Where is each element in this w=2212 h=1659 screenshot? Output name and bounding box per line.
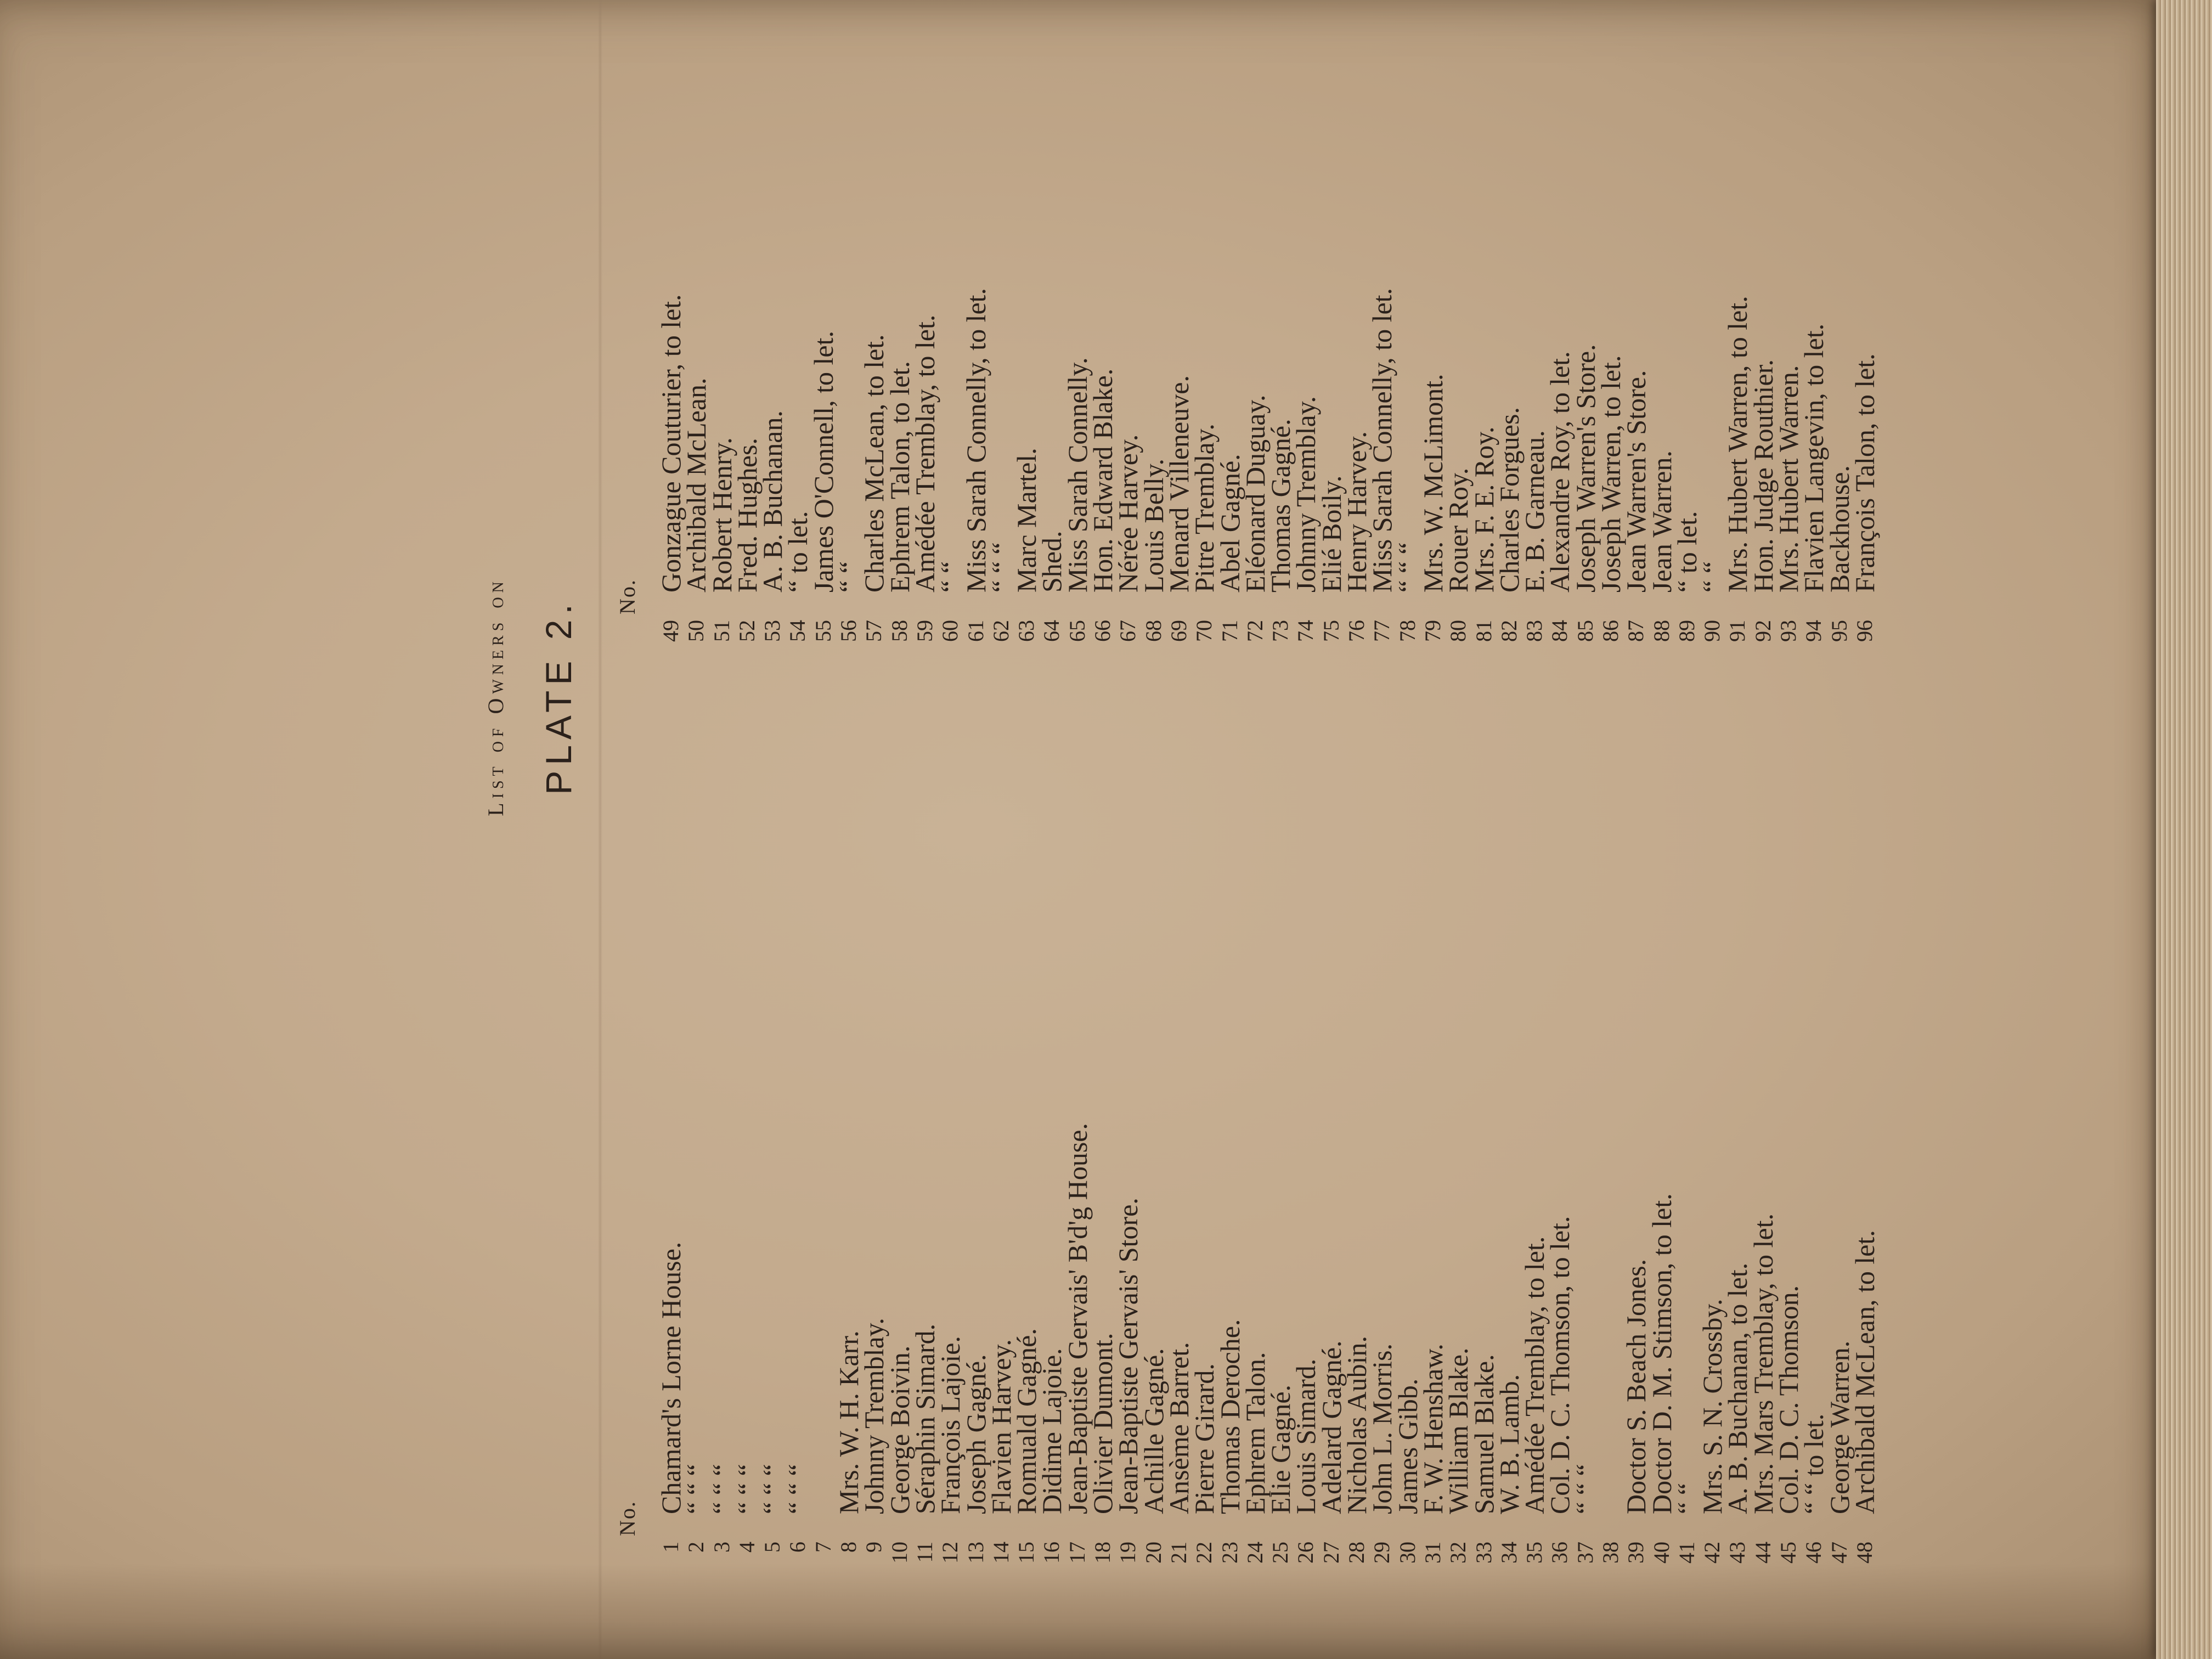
list-item xyxy=(909,0,940,680)
owner-name: “ “ “ xyxy=(985,542,1017,592)
owner-name: François Lajoie. xyxy=(935,1336,966,1514)
list-item xyxy=(935,779,966,1602)
owner-name: F. W. Henshaw. xyxy=(1417,1344,1448,1514)
lot-number: 64 xyxy=(1039,620,1064,642)
owner-name: Doctor S. Beach Jones. xyxy=(1621,1259,1652,1514)
owner-name: Adelard Gagné. xyxy=(1316,1340,1347,1514)
list-item xyxy=(1392,0,1423,680)
owner-name: Olivier Dumont. xyxy=(1087,1333,1119,1514)
list-item xyxy=(1011,779,1042,1602)
list-item xyxy=(811,779,836,1602)
list-item xyxy=(1598,779,1623,1602)
lot-number: 44 xyxy=(1750,1542,1775,1564)
list-item xyxy=(833,0,865,680)
lot-number: 70 xyxy=(1192,620,1217,642)
owner-name: Jean-Baptiste Gervais' Store. xyxy=(1113,1198,1144,1514)
owner-name: Hon. Judge Routhier. xyxy=(1747,359,1779,592)
owner-name: Johnny Tremblay. xyxy=(859,1318,890,1514)
owner-name: Fred. Hughes. xyxy=(731,438,763,592)
list-item xyxy=(985,0,1017,680)
owner-name: Mrs. Mars Tremblay, to let. xyxy=(1747,1213,1779,1514)
list-item xyxy=(1773,0,1804,680)
owner-name: Robert Henry. xyxy=(706,437,737,592)
lot-number: 53 xyxy=(760,620,785,642)
list-item xyxy=(1570,0,1601,680)
list-item xyxy=(909,779,940,1602)
lot-number: 40 xyxy=(1649,1542,1674,1564)
list-item xyxy=(1113,779,1144,1602)
list-item xyxy=(1290,0,1322,680)
list-item xyxy=(935,0,966,680)
owner-name: W. B. Lamb. xyxy=(1493,1374,1525,1514)
list-item xyxy=(1087,0,1119,680)
owner-name: “ “ “ xyxy=(731,1464,763,1514)
list-item xyxy=(1214,779,1245,1602)
list-item xyxy=(1671,0,1702,680)
owner-name: Ephrem Talon, to let. xyxy=(884,361,915,592)
lot-number: 28 xyxy=(1344,1542,1369,1564)
list-item xyxy=(960,0,991,680)
owner-name: Pitre Tremblay. xyxy=(1189,424,1220,592)
lot-number: 57 xyxy=(861,620,887,642)
owner-name: Backhouse. xyxy=(1824,465,1855,592)
printed-list xyxy=(318,0,1964,1659)
list-item xyxy=(1290,779,1322,1602)
owner-name: Archibald McLean. xyxy=(681,377,712,592)
list-item xyxy=(1189,0,1220,680)
lot-number: 60 xyxy=(938,620,963,642)
owner-name: “ “ “ xyxy=(1570,1464,1601,1514)
owner-name: James Gibb. xyxy=(1392,1378,1423,1514)
lot-number: 2 xyxy=(684,1542,709,1553)
list-item xyxy=(808,0,839,680)
owner-name: Samuel Blake. xyxy=(1468,1354,1499,1514)
lot-number: 63 xyxy=(1014,620,1039,642)
list-item xyxy=(1722,779,1753,1602)
lot-number: 45 xyxy=(1776,1542,1801,1564)
lot-number: 47 xyxy=(1826,1542,1852,1564)
lot-number: 21 xyxy=(1166,1542,1191,1564)
owner-name: Flavien Harvey. xyxy=(985,1339,1017,1514)
list-item xyxy=(757,779,788,1602)
list-item xyxy=(1519,0,1550,680)
lot-number: 80 xyxy=(1446,620,1471,642)
list-item xyxy=(1417,0,1448,680)
lot-number: 78 xyxy=(1395,620,1420,642)
lot-number: 76 xyxy=(1344,620,1369,642)
list-item xyxy=(1239,0,1271,680)
list-item xyxy=(1443,0,1474,680)
list-item xyxy=(1621,0,1652,680)
list-item xyxy=(1849,779,1880,1602)
list-item xyxy=(731,0,763,680)
lot-number: 17 xyxy=(1064,1542,1090,1564)
owner-name: Jean-Baptiste Gervais' B'd'g House. xyxy=(1062,1123,1093,1514)
owner-name: Miss Sarah Connelly, to let. xyxy=(960,287,991,592)
lot-number: 30 xyxy=(1395,1542,1420,1564)
running-title: List of Owners on xyxy=(483,577,508,816)
list-item xyxy=(1011,0,1042,680)
lot-number: 3 xyxy=(709,1542,734,1553)
owner-name: Col. D. C. Thomson, to let. xyxy=(1544,1216,1576,1514)
lot-number: 92 xyxy=(1750,620,1775,642)
list-item xyxy=(1265,0,1296,680)
lot-number: 13 xyxy=(963,1542,988,1564)
lot-number: 94 xyxy=(1801,620,1826,642)
lot-number: 22 xyxy=(1192,1542,1217,1564)
owner-name: Thomas Deroche. xyxy=(1214,1319,1245,1514)
owner-name: Joseph Gagné. xyxy=(960,1354,991,1514)
list-item xyxy=(731,779,763,1602)
owner-name: Mrs. Hubert Warren. xyxy=(1773,365,1804,592)
right-column-heading: No. xyxy=(615,579,640,614)
lot-number: 72 xyxy=(1242,620,1267,642)
list-item xyxy=(681,0,712,680)
lot-number: 12 xyxy=(938,1542,963,1564)
lot-number: 39 xyxy=(1623,1542,1649,1564)
list-item xyxy=(782,0,814,680)
list-item xyxy=(1798,779,1830,1602)
lot-number: 66 xyxy=(1090,620,1115,642)
owner-name: François Talon, to let. xyxy=(1849,353,1880,592)
list-item xyxy=(1747,0,1779,680)
list-item xyxy=(1493,779,1525,1602)
lot-number: 42 xyxy=(1700,1542,1725,1564)
owner-name: Charles McLean, to let. xyxy=(859,334,890,592)
owner-name: Ephrem Talon. xyxy=(1239,1352,1271,1514)
lot-number: 26 xyxy=(1293,1542,1318,1564)
lot-number: 68 xyxy=(1141,620,1166,642)
owner-name: Eléonard Duguay. xyxy=(1239,394,1271,592)
lot-number: 48 xyxy=(1852,1542,1877,1564)
lot-number: 4 xyxy=(734,1542,759,1553)
lot-number: 18 xyxy=(1090,1542,1115,1564)
list-item xyxy=(1544,779,1576,1602)
lot-number: 69 xyxy=(1166,620,1191,642)
lot-number: 85 xyxy=(1572,620,1598,642)
owner-name: James O'Connell, to let. xyxy=(808,330,839,592)
lot-number: 51 xyxy=(709,620,734,642)
list-item xyxy=(859,0,890,680)
owner-name: Johnny Tremblay. xyxy=(1290,396,1322,592)
lot-number: 20 xyxy=(1141,1542,1166,1564)
list-item xyxy=(1443,779,1474,1602)
list-item xyxy=(884,779,915,1602)
owner-name: “ to let. xyxy=(1671,511,1702,592)
lot-number: 16 xyxy=(1039,1542,1064,1564)
list-item xyxy=(1824,779,1855,1602)
lot-number: 52 xyxy=(734,620,759,642)
owner-name: Joseph Warren's Store. xyxy=(1570,344,1601,592)
lot-number: 61 xyxy=(963,620,988,642)
lot-number: 7 xyxy=(810,1542,836,1553)
list-item xyxy=(1646,779,1677,1602)
lot-number: 87 xyxy=(1623,620,1649,642)
owner-name: “ “ “ xyxy=(757,1464,788,1514)
owner-name: “ “ “ xyxy=(706,1464,737,1514)
list-item xyxy=(1671,779,1702,1602)
owner-name: Flavien Langevin, to let. xyxy=(1798,323,1830,592)
lot-number: 84 xyxy=(1547,620,1572,642)
list-item xyxy=(658,779,684,1602)
lot-number: 91 xyxy=(1725,620,1750,642)
list-item xyxy=(1697,0,1728,680)
owner-name: George Warren. xyxy=(1824,1340,1855,1514)
owner-name: Mrs. F. E. Roy. xyxy=(1468,426,1499,592)
owner-name: John L. Morris. xyxy=(1367,1343,1398,1514)
owner-name: Thomas Gagné. xyxy=(1265,419,1296,592)
plate-title: PLATE 2. xyxy=(538,599,579,795)
list-item xyxy=(1468,0,1499,680)
owner-name: Chamard's Lorne House. xyxy=(656,1242,686,1514)
owner-name: Didime Lajoie. xyxy=(1036,1348,1068,1514)
owner-name: Menard Villeneuve. xyxy=(1163,375,1194,592)
lot-number: 43 xyxy=(1725,1542,1750,1564)
lot-number: 62 xyxy=(988,620,1013,642)
list-item xyxy=(681,779,712,1602)
owner-name: Col. D. C. Thomson. xyxy=(1773,1285,1804,1514)
left-column-heading: No. xyxy=(615,1500,640,1536)
owner-name: Mrs. W. H. Karr. xyxy=(833,1330,865,1514)
list-item xyxy=(1367,779,1398,1602)
lot-number: 15 xyxy=(1014,1542,1039,1564)
owner-name: “ “ “ xyxy=(1392,542,1423,592)
lot-number: 93 xyxy=(1776,620,1801,642)
list-item xyxy=(1062,0,1093,680)
list-item xyxy=(1036,0,1068,680)
list-item xyxy=(706,779,737,1602)
lot-number: 23 xyxy=(1217,1542,1242,1564)
lot-number: 73 xyxy=(1268,620,1293,642)
list-item xyxy=(782,779,814,1602)
owner-name: Amédée Tremblay, to let. xyxy=(909,314,940,592)
owner-name: Rouer Roy. xyxy=(1443,467,1474,592)
list-item xyxy=(1468,779,1499,1602)
owner-name: Jean Warren. xyxy=(1646,450,1677,592)
lot-number: 8 xyxy=(836,1542,861,1553)
owner-name: “ “ xyxy=(1697,561,1728,592)
list-item xyxy=(1570,779,1601,1602)
list-item xyxy=(960,779,991,1602)
owner-name: Nérée Harvey. xyxy=(1113,434,1144,592)
list-item xyxy=(1773,779,1804,1602)
lot-number: 71 xyxy=(1217,620,1242,642)
owner-name: Mrs. S. N. Crossby. xyxy=(1697,1299,1728,1514)
list-item xyxy=(757,0,788,680)
lot-number: 32 xyxy=(1446,1542,1471,1564)
list-item xyxy=(1316,0,1347,680)
list-item xyxy=(833,779,865,1602)
lot-number: 67 xyxy=(1115,620,1141,642)
list-item xyxy=(658,0,684,680)
owner-name: Hon. Edward Blake. xyxy=(1087,368,1119,592)
owner-name: Doctor D. M. Stimson, to let. xyxy=(1646,1193,1677,1514)
owner-name: Gonzague Couturier, to let. xyxy=(656,294,686,592)
owner-name: George Boivin. xyxy=(884,1345,915,1514)
owner-name: “ “ xyxy=(833,561,865,592)
lot-number: 29 xyxy=(1369,1542,1395,1564)
owner-name: “ “ “ xyxy=(681,1464,712,1514)
owner-name: Miss Sarah Connelly. xyxy=(1062,357,1093,592)
lot-number: 89 xyxy=(1674,620,1699,642)
owner-name: A. B. Buchanan. xyxy=(757,410,788,592)
lot-number: 88 xyxy=(1649,620,1674,642)
list-item xyxy=(1341,0,1373,680)
owner-name: “ to let. xyxy=(782,511,814,592)
lot-number: 19 xyxy=(1115,1542,1141,1564)
owner-name: Miss Sarah Connelly, to let. xyxy=(1367,287,1398,592)
lot-number: 74 xyxy=(1293,620,1318,642)
lot-number: 56 xyxy=(836,620,861,642)
lot-number: 50 xyxy=(684,620,709,642)
lot-number: 24 xyxy=(1242,1542,1267,1564)
list-item xyxy=(1493,0,1525,680)
lot-number: 10 xyxy=(887,1542,912,1564)
lot-number: 46 xyxy=(1801,1542,1826,1564)
owner-name: Louis Simard. xyxy=(1290,1358,1322,1514)
list-item xyxy=(1189,779,1220,1602)
list-item xyxy=(1621,779,1652,1602)
lot-number: 83 xyxy=(1522,620,1547,642)
list-item xyxy=(1595,0,1626,680)
list-item xyxy=(1646,0,1677,680)
list-item xyxy=(1417,779,1448,1602)
lot-number: 38 xyxy=(1598,1542,1623,1564)
lot-number: 79 xyxy=(1420,620,1445,642)
lot-number: 54 xyxy=(785,620,810,642)
owner-name: “ “ xyxy=(935,561,966,592)
list-item xyxy=(1087,779,1119,1602)
lot-number: 41 xyxy=(1674,1542,1699,1564)
owner-name: Ansème Barret. xyxy=(1163,1342,1194,1514)
lot-number: 33 xyxy=(1471,1542,1496,1564)
lot-number: 82 xyxy=(1496,620,1521,642)
list-item xyxy=(1747,779,1779,1602)
lot-number: 81 xyxy=(1471,620,1496,642)
list-item xyxy=(985,779,1017,1602)
list-item xyxy=(1163,0,1194,680)
lot-number: 37 xyxy=(1572,1542,1598,1564)
owner-name: Mrs. W. McLimont. xyxy=(1417,374,1448,592)
left-column xyxy=(656,779,1880,1602)
owner-name: Elie Gagné. xyxy=(1265,1384,1296,1514)
owner-name: “ “ xyxy=(1671,1483,1702,1514)
owner-name: Séraphin Simard. xyxy=(909,1323,940,1514)
owner-name: Charles Forgues. xyxy=(1493,407,1525,592)
lot-number: 14 xyxy=(988,1542,1013,1564)
owner-name: Henry Harvey. xyxy=(1341,431,1373,592)
list-item xyxy=(1722,0,1753,680)
lot-number: 90 xyxy=(1700,620,1725,642)
owner-name: Louis Belly. xyxy=(1138,459,1169,592)
owner-name: “ “ to let. xyxy=(1798,1413,1830,1514)
list-item xyxy=(1214,0,1245,680)
lot-number: 86 xyxy=(1598,620,1623,642)
owner-name: Elié Boily. xyxy=(1316,475,1347,592)
list-item xyxy=(1367,0,1398,680)
list-item xyxy=(1544,0,1576,680)
lot-number: 9 xyxy=(861,1542,887,1553)
lot-number: 31 xyxy=(1420,1542,1445,1564)
right-column xyxy=(656,0,1880,680)
lot-number: 77 xyxy=(1369,620,1395,642)
list-item xyxy=(1849,0,1880,680)
list-item xyxy=(1113,0,1144,680)
list-item xyxy=(1239,779,1271,1602)
owner-name: Romuald Gagné. xyxy=(1011,1328,1042,1514)
list-item xyxy=(1062,779,1093,1602)
owner-name: Amédée Tremblay, to let. xyxy=(1519,1236,1550,1514)
list-item xyxy=(1265,779,1296,1602)
owner-name: Pierre Girard. xyxy=(1189,1363,1220,1514)
lot-number: 95 xyxy=(1826,620,1852,642)
lot-number: 75 xyxy=(1318,620,1344,642)
list-item xyxy=(1392,779,1423,1602)
list-item xyxy=(1138,0,1169,680)
owner-name: “ “ “ xyxy=(782,1464,814,1514)
lot-number: 49 xyxy=(658,620,683,642)
owner-name: Shed. xyxy=(1036,531,1068,592)
owner-name: Marc Martel. xyxy=(1011,448,1042,592)
lot-number: 58 xyxy=(887,620,912,642)
lot-number: 27 xyxy=(1318,1542,1344,1564)
owner-name: Jean Warren's Store. xyxy=(1621,370,1652,592)
lot-number: 96 xyxy=(1852,620,1877,642)
lot-number: 55 xyxy=(810,620,836,642)
list-item xyxy=(1697,779,1728,1602)
list-item xyxy=(884,0,915,680)
list-item xyxy=(1824,0,1855,680)
owner-name: William Blake. xyxy=(1443,1347,1474,1514)
list-item xyxy=(1316,779,1347,1602)
owner-name: Archibald McLean, to let. xyxy=(1849,1230,1880,1514)
page-stack-edge xyxy=(2156,0,2212,1659)
owner-name: E. B. Garneau. xyxy=(1519,430,1550,592)
list-item xyxy=(706,0,737,680)
list-item xyxy=(1036,779,1068,1602)
owner-name: A. B. Buchanan, to let. xyxy=(1722,1262,1753,1514)
lot-number: 34 xyxy=(1496,1542,1521,1564)
owner-name: Joseph Warren, to let. xyxy=(1595,355,1626,592)
lot-number: 59 xyxy=(912,620,937,642)
owner-name: Achille Gagné. xyxy=(1138,1348,1169,1514)
owner-name: Nicholas Aubin. xyxy=(1341,1336,1373,1514)
list-item xyxy=(1163,779,1194,1602)
list-item xyxy=(1798,0,1830,680)
lot-number: 6 xyxy=(785,1542,810,1553)
list-item xyxy=(1341,779,1373,1602)
owner-name: Alexandre Roy, to let. xyxy=(1544,351,1576,592)
owner-name: Abel Gagné. xyxy=(1214,454,1245,592)
lot-number: 65 xyxy=(1064,620,1090,642)
list-item xyxy=(1138,779,1169,1602)
list-item xyxy=(1519,779,1550,1602)
lot-number: 1 xyxy=(658,1542,683,1553)
lot-number: 25 xyxy=(1268,1542,1293,1564)
lot-number: 36 xyxy=(1547,1542,1572,1564)
lot-number: 11 xyxy=(912,1542,937,1563)
lot-number: 5 xyxy=(760,1542,785,1553)
lot-number: 35 xyxy=(1522,1542,1547,1564)
list-item xyxy=(859,779,890,1602)
owner-name: Mrs. Hubert Warren, to let. xyxy=(1722,296,1753,592)
